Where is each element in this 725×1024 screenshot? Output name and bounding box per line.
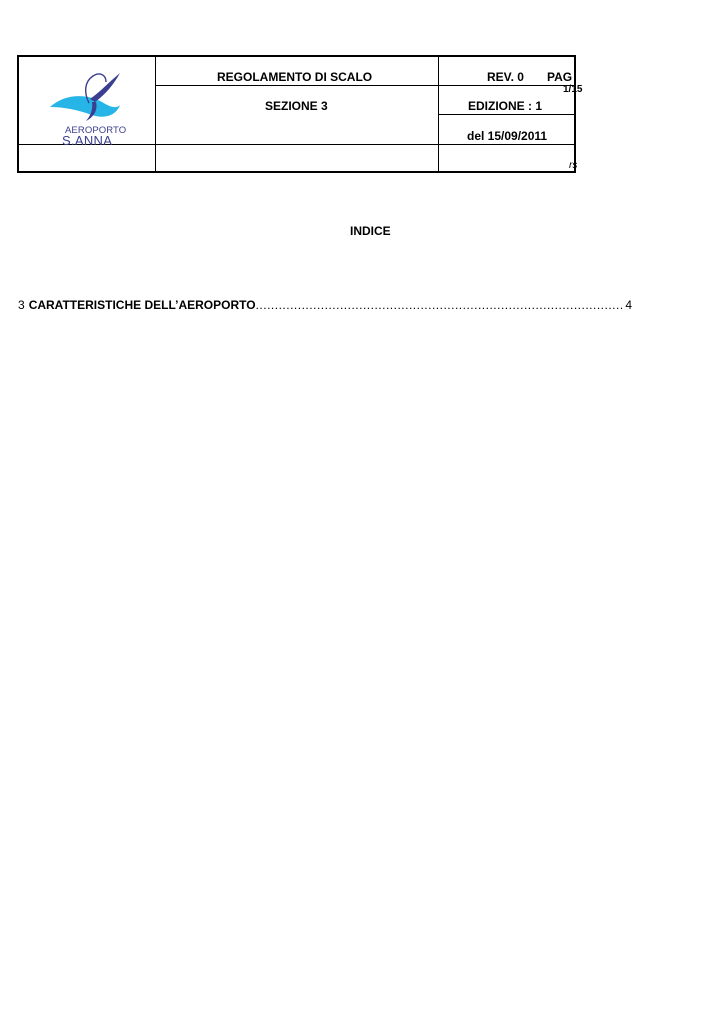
document-header-table xyxy=(17,55,583,173)
document-title: REGOLAMENTO DI SCALO xyxy=(217,70,373,84)
page-label: PAG xyxy=(547,70,573,84)
toc-entry-number: 3 xyxy=(18,298,25,312)
header-mark: rs xyxy=(569,160,578,171)
logo-text-line1: AEROPORTO xyxy=(65,125,127,136)
toc-entry[interactable] xyxy=(18,298,632,312)
header-divider xyxy=(155,57,156,171)
edition-label: EDIZIONE : 1 xyxy=(468,99,543,113)
toc-entry-page: 4 xyxy=(625,298,632,312)
toc-leader-dots xyxy=(256,298,623,312)
toc-entry-label[interactable]: CARATTERISTICHE DELL’AEROPORTO xyxy=(28,298,256,312)
header-divider xyxy=(438,114,574,115)
revision-label: REV. 0 xyxy=(487,70,524,84)
header-divider xyxy=(156,85,574,86)
logo-text-line2: S.ANNA xyxy=(62,133,113,148)
edition-date: del 15/09/2011 xyxy=(467,129,548,143)
page-number: 1/15 xyxy=(563,84,583,95)
section-label: SEZIONE 3 xyxy=(265,99,328,113)
index-title: INDICE xyxy=(350,224,391,238)
